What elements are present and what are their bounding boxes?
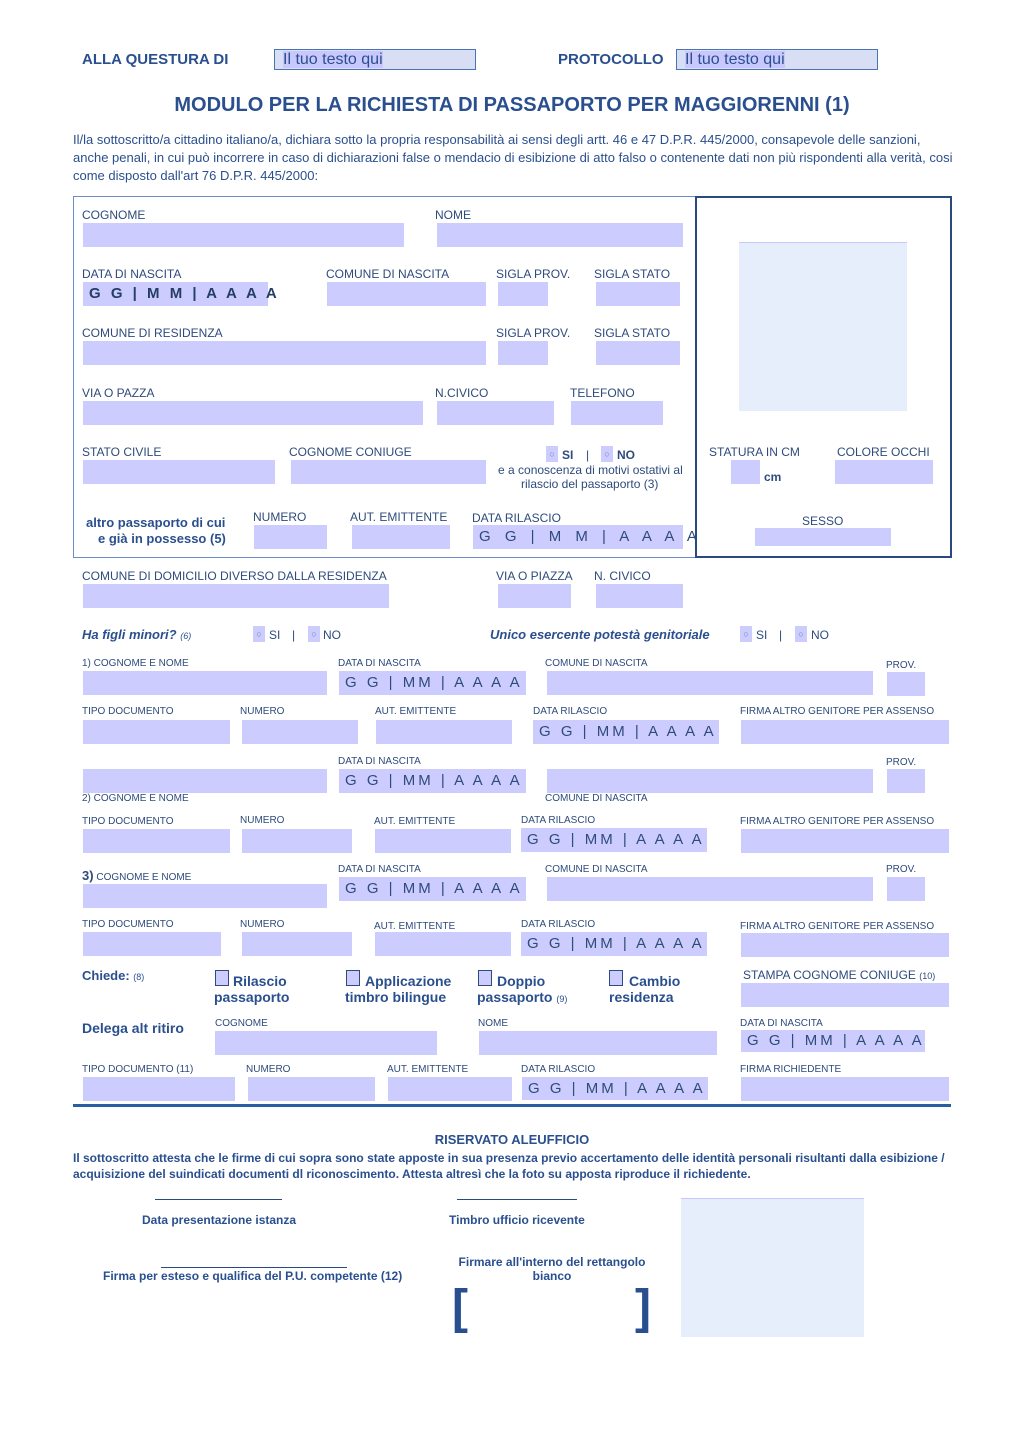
nome-field[interactable] — [437, 223, 683, 247]
child3-nascita-field[interactable]: G G | MM | A A A A — [339, 877, 526, 901]
figli-question-text: Ha figli minori? — [82, 627, 177, 642]
cambio-residenza-checkbox[interactable] — [609, 970, 623, 986]
child2-tipo-field[interactable] — [83, 829, 230, 853]
delega-tipo-field[interactable] — [83, 1077, 235, 1101]
cambio-line1: Cambio — [629, 973, 681, 989]
child3-numero-label: NUMERO — [240, 919, 285, 930]
doppio-note: (9) — [556, 994, 568, 1004]
page-title: MODULO PER LA RICHIESTA DI PASSAPORTO PER MAGGIORENNI (1) — [174, 94, 850, 116]
bracket-close-icon: ] — [635, 1281, 651, 1334]
questura-input[interactable] — [274, 49, 476, 70]
photo-placeholder[interactable] — [739, 242, 907, 411]
civico-label: N.CIVICO — [435, 386, 489, 400]
telefono-field[interactable] — [571, 401, 663, 425]
altro-data-label: DATA RILASCIO — [472, 511, 561, 525]
firma-richiedente-field[interactable] — [741, 1077, 949, 1101]
questura-label: ALLA QUESTURA DI — [82, 51, 229, 68]
doppio-line2-text: passaporto — [477, 989, 553, 1005]
altro-aut-label: AUT. EMITTENTE — [350, 510, 448, 524]
ostativi-no-label: NO — [617, 448, 635, 462]
delega-cognome-field[interactable] — [215, 1031, 437, 1055]
statura-field[interactable] — [731, 460, 760, 484]
unico-si-radio[interactable]: ○ — [740, 626, 752, 642]
firma-pu-line — [161, 1267, 347, 1268]
delega-nome-field[interactable] — [479, 1031, 717, 1055]
data-nascita-field[interactable]: G G | M M | A A A A — [83, 282, 268, 306]
rilascio-line1: Rilascio — [233, 973, 287, 989]
domicilio-label: COMUNE DI DOMICILIO DIVERSO DALLA RESIDENZA — [82, 569, 387, 583]
chiede-note: (8) — [133, 972, 145, 982]
domicilio-civico-field[interactable] — [596, 584, 683, 608]
delega-rilascio-label: DATA RILASCIO — [521, 1064, 596, 1075]
delega-aut-label: AUT. EMITTENTE — [387, 1064, 469, 1075]
figli-si-radio[interactable]: ○ — [253, 626, 265, 642]
nome-label: NOME — [435, 208, 471, 222]
child3-aut-label: AUT. EMITTENTE — [374, 921, 456, 932]
applicant-section — [73, 196, 695, 558]
figli-question — [82, 627, 191, 642]
child1-nascita-field[interactable]: G G | MM | A A A A — [339, 671, 526, 695]
colore-occhi-label: COLORE OCCHI — [837, 445, 930, 459]
ostativi-no-radio[interactable]: ○ — [601, 446, 613, 462]
doppio-line2 — [477, 989, 567, 1007]
child2-cognome-field[interactable] — [83, 769, 327, 793]
domicilio-field[interactable] — [83, 584, 389, 608]
data-presentazione-line — [155, 1199, 282, 1200]
data-nascita-label: DATA DI NASCITA — [82, 267, 182, 281]
child3-firma-field[interactable] — [741, 933, 949, 957]
signature-area[interactable] — [466, 1290, 632, 1330]
altro-numero-field[interactable] — [254, 525, 327, 549]
domicilio-via-label: VIA O PIAZZA — [496, 569, 573, 583]
section-divider — [73, 1104, 951, 1107]
child1-aut-field[interactable] — [376, 720, 512, 744]
firmare-text-1: Firmare all'interno del rettangolo — [458, 1255, 646, 1269]
delega-numero-label: NUMERO — [246, 1064, 291, 1075]
child3-nascita-label: DATA DI NASCITA — [338, 864, 421, 875]
child2-aut-field[interactable] — [375, 829, 511, 853]
child2-numero-label: NUMERO — [240, 815, 285, 826]
delega-aut-field[interactable] — [388, 1077, 512, 1101]
stampa-text: STAMPA COGNOME CONIUGE — [743, 968, 916, 982]
timbro-line — [457, 1199, 577, 1200]
protocollo-input[interactable] — [676, 49, 878, 70]
figli-no-radio[interactable]: ○ — [308, 626, 320, 642]
timbro-bilingue-checkbox[interactable] — [346, 970, 360, 986]
child1-comune-label: COMUNE DI NASCITA — [545, 658, 648, 669]
sigla-prov-label: SIGLA PROV. — [496, 267, 571, 281]
chiede-text: Chiede: — [82, 968, 130, 983]
child1-comune-field[interactable] — [547, 671, 873, 695]
delega-cognome-label: COGNOME — [215, 1018, 268, 1029]
rilascio-checkbox[interactable] — [215, 970, 229, 986]
comune-nascita-field[interactable] — [327, 282, 486, 306]
colore-occhi-field[interactable] — [835, 460, 933, 484]
child2-comune-field[interactable] — [547, 769, 873, 793]
stamp-area[interactable] — [681, 1198, 864, 1337]
child1-firma-label: FIRMA ALTRO GENITORE PER ASSENSO — [740, 706, 935, 717]
domicilio-via-field[interactable] — [498, 584, 571, 608]
child1-cognome-label: 1) COGNOME E NOME — [82, 658, 189, 669]
child3-rilascio-field[interactable]: G G | MM | A A A A — [521, 932, 707, 956]
doppio-passaporto-checkbox[interactable] — [478, 970, 492, 986]
ostativi-si-label: SI — [562, 448, 574, 462]
delega-nascita-field[interactable]: G G | MM | A A A A — [741, 1030, 925, 1052]
child2-firma-field[interactable] — [741, 829, 949, 853]
statura-label: STATURA IN CM — [709, 445, 800, 459]
data-presentazione-label: Data presentazione istanza — [142, 1213, 297, 1227]
child2-nascita-label: DATA DI NASCITA — [338, 756, 421, 767]
doppio-line1: Doppio — [497, 973, 546, 989]
child2-prov-field[interactable] — [887, 769, 925, 793]
child2-rilascio-label: DATA RILASCIO — [521, 815, 596, 826]
sigla-stato-res-label: SIGLA STATO — [594, 326, 671, 340]
ostativi-text-1: e a conoscenza di motivi ostativi al — [498, 463, 683, 477]
child3-prov-field[interactable] — [887, 877, 925, 901]
delega-numero-field[interactable] — [248, 1077, 375, 1101]
office-declaration: Il sottoscritto attesta che le firme di cui sopra sono state apposte in sua presenza previo accertamento delle identità personali risultanti dalla esibizione / acquisizione del suindicati documenti dl riconoscimento. Attesta altresì che la foto su apposta riproduce il richiedente. — [73, 1151, 945, 1181]
child2-comune-label: COMUNE DI NASCITA — [545, 793, 648, 804]
timbro-line2: timbro bilingue — [345, 989, 447, 1005]
figli-no-label: NO — [323, 628, 341, 642]
stampa-coniuge-field[interactable] — [741, 983, 949, 1007]
child1-aut-label: AUT. EMITTENTE — [375, 706, 457, 717]
child2-prov-label: PROV. — [886, 757, 917, 768]
rilascio-line2: passaporto — [214, 989, 290, 1005]
stampa-coniuge-label — [743, 968, 935, 982]
comune-residenza-label: COMUNE DI RESIDENZA — [82, 326, 223, 340]
separator: | — [292, 628, 296, 642]
figli-si-label: SI — [269, 628, 281, 642]
cambio-line2: residenza — [609, 989, 674, 1005]
child1-cognome-field[interactable] — [83, 671, 327, 695]
altro-numero-label: NUMERO — [253, 510, 307, 524]
child2-aut-label: AUT. EMITTENTE — [374, 816, 456, 827]
child3-aut-field[interactable] — [375, 932, 511, 956]
cognome-label: COGNOME — [82, 208, 146, 222]
sigla-stato-label: SIGLA STATO — [594, 267, 671, 281]
child3-rilascio-label: DATA RILASCIO — [521, 919, 596, 930]
unico-no-radio[interactable]: ○ — [795, 626, 807, 642]
sesso-field[interactable] — [755, 528, 891, 546]
firmare-text-2: bianco — [532, 1269, 572, 1283]
cognome-coniuge-field[interactable] — [291, 460, 486, 484]
child3-number: 3) — [82, 868, 94, 883]
stampa-note: (10) — [919, 971, 936, 981]
child1-firma-field[interactable] — [741, 720, 949, 744]
altro-passaporto-label-1: altro passaporto di cui — [86, 515, 226, 530]
sigla-stato-field[interactable] — [596, 282, 680, 306]
questura-value: Il tuo testo qui — [283, 51, 383, 68]
sigla-stato-res-field[interactable] — [596, 341, 680, 365]
child2-rilascio-field[interactable]: G G | MM | A A A A — [521, 828, 707, 852]
firma-richiedente-label: FIRMA RICHIEDENTE — [740, 1064, 842, 1075]
delega-rilascio-field[interactable]: G G | MM | A A A A — [522, 1077, 708, 1100]
child3-comune-field[interactable] — [547, 877, 873, 901]
cognome-coniuge-label: COGNOME CONIUGE — [289, 445, 412, 459]
child3-tipo-label: TIPO DOCUMENTO — [82, 919, 174, 930]
ostativi-text-2: rilascio del passaporto (3) — [521, 477, 659, 491]
office-title: RISERVATO ALEUFFICIO — [434, 1132, 590, 1147]
separator: | — [586, 448, 590, 462]
altro-data-field[interactable]: G G | M M | A A A A — [473, 525, 683, 549]
child3-firma-label: FIRMA ALTRO GENITORE PER ASSENSO — [740, 921, 935, 932]
domicilio-civico-label: N. CIVICO — [594, 569, 651, 583]
child2-firma-label: FIRMA ALTRO GENITORE PER ASSENSO — [740, 816, 935, 827]
child2-nascita-field[interactable]: G G | MM | A A A A — [339, 769, 526, 793]
delega-tipo-label: TIPO DOCUMENTO (11) — [82, 1064, 194, 1075]
ostativi-si-radio[interactable]: ○ — [546, 446, 558, 462]
telefono-label: TELEFONO — [570, 386, 635, 400]
child1-tipo-label: TIPO DOCUMENTO — [82, 706, 174, 717]
stato-civile-field[interactable] — [83, 460, 275, 484]
intro-declaration: Il/la sottoscritto/a cittadino italiano/a, dichiara sotto la propria responsabilità ai sensi degli artt. 46 e 47 D.P.R. 445/2000, consapevole delle sanzioni, anche penali, in cui può incorrere in caso di dichiarazioni false o mendacio di esibizione di atto falso o contenente dati non più rispondenti alla verità, cosi come disposto dall'art 76 D.P.R. 445/2000: — [73, 132, 953, 183]
child3-comune-label: COMUNE DI NASCITA — [545, 864, 648, 875]
via-label: VIA O PAZZA — [82, 386, 155, 400]
unico-si-label: SI — [756, 628, 768, 642]
child3-prov-label: PROV. — [886, 864, 917, 875]
unico-esercente-label: Unico esercente potestà genitoriale — [490, 627, 710, 642]
child1-rilascio-label: DATA RILASCIO — [533, 706, 608, 717]
child3-numero-field[interactable] — [242, 932, 352, 956]
child1-numero-label: NUMERO — [240, 706, 285, 717]
child2-numero-field[interactable] — [242, 829, 352, 853]
bracket-open-icon: [ — [452, 1281, 468, 1334]
figli-note: (6) — [180, 631, 192, 641]
child2-cognome-label: 2) COGNOME E NOME — [82, 793, 189, 804]
sigla-prov-field[interactable] — [498, 282, 548, 306]
timbro-line1: Applicazione — [365, 973, 452, 989]
child2-tipo-label: TIPO DOCUMENTO — [82, 816, 174, 827]
child3-cognome-label — [82, 868, 191, 883]
via-field[interactable] — [83, 401, 423, 425]
child1-numero-field[interactable] — [242, 720, 358, 744]
sigla-prov-res-field[interactable] — [498, 341, 548, 365]
delega-label: Delega alt ritiro — [82, 1020, 184, 1036]
separator: | — [779, 628, 783, 642]
child1-prov-label: PROV. — [886, 660, 917, 671]
child1-prov-field[interactable] — [887, 672, 925, 696]
unico-no-label: NO — [811, 628, 829, 642]
child3-cognome-field[interactable] — [83, 884, 327, 908]
sesso-label: SESSO — [802, 514, 844, 528]
firma-pu-label: Firma per esteso e qualifica del P.U. competente (12) — [103, 1269, 403, 1283]
child1-rilascio-field[interactable]: G G | MM | A A A A — [533, 720, 719, 744]
comune-residenza-field[interactable] — [83, 341, 486, 365]
child1-tipo-field[interactable] — [83, 720, 230, 744]
altro-passaporto-label-2: e già in possesso (5) — [98, 531, 226, 546]
comune-nascita-label: COMUNE DI NASCITA — [326, 267, 450, 281]
delega-nome-label: NOME — [478, 1018, 508, 1029]
protocollo-label: PROTOCOLLO — [558, 51, 664, 68]
child3-cognome-text: COGNOME E NOME — [96, 872, 192, 883]
chiede-label — [82, 968, 144, 983]
cm-unit: cm — [764, 470, 782, 484]
cognome-field[interactable] — [83, 223, 404, 247]
stato-civile-label: STATO CIVILE — [82, 445, 162, 459]
timbro-label: Timbro ufficio ricevente — [449, 1213, 585, 1227]
delega-nascita-label: DATA DI NASCITA — [740, 1018, 823, 1029]
protocollo-value: Il tuo testo qui — [685, 51, 785, 68]
child3-tipo-field[interactable] — [83, 932, 221, 956]
altro-aut-field[interactable] — [352, 525, 450, 549]
civico-field[interactable] — [437, 401, 554, 425]
child1-nascita-label: DATA DI NASCITA — [338, 658, 421, 669]
sigla-prov-res-label: SIGLA PROV. — [496, 326, 571, 340]
